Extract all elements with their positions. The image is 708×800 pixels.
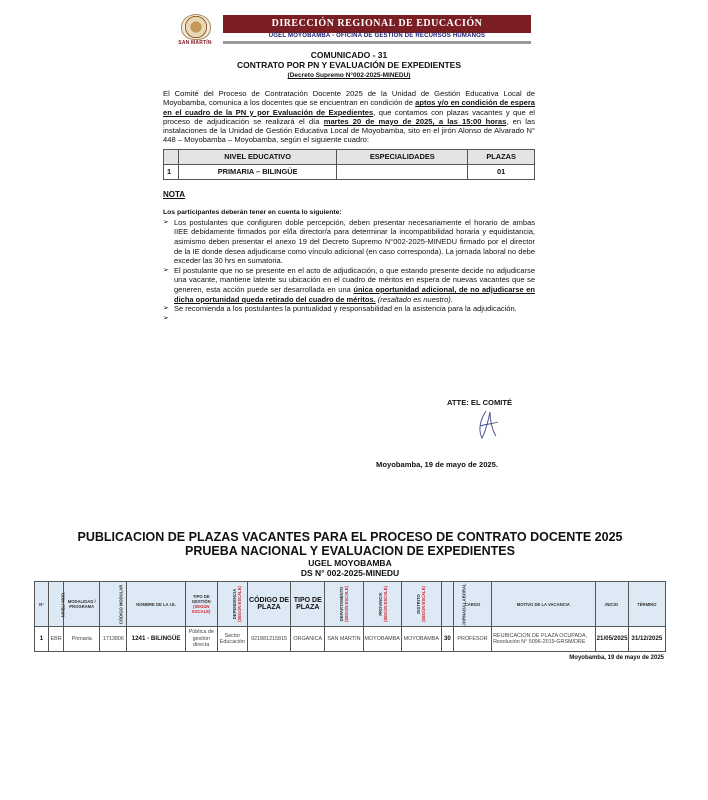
cell-codigo-modular: 1713806 <box>100 627 127 652</box>
divider <box>223 41 531 44</box>
cell-num: 1 <box>164 164 179 179</box>
header-distrito <box>401 582 441 627</box>
header-modalidad: MODALIDAD / PROGRAMA <box>64 582 100 627</box>
bullet-italic: (resaltado es nuestro). <box>375 294 453 304</box>
comunicado-decree: (Decreto Supremo N°002-2025-MINEDU) <box>287 72 411 79</box>
intro-emphasis-date: martes 20 de mayo de 2025, a las 15:00 horas <box>323 116 507 126</box>
nota-list <box>163 218 535 324</box>
header-departamento-text: DEPARTAMENTO <box>339 586 345 622</box>
header-departamento-label <box>339 586 349 622</box>
table-header-row <box>35 582 666 627</box>
sub-banner: UGEL MOYOBAMBA - OFICINA DE GESTIÓN DE RECURSOS HUMANOS <box>268 33 486 39</box>
header-cargo: CARGO <box>453 582 491 627</box>
niveles-table <box>163 149 535 180</box>
header-tipo-gestion <box>185 582 217 627</box>
cell-especialidad <box>337 164 468 179</box>
regional-logo <box>173 14 217 50</box>
publicacion-page <box>34 530 666 661</box>
header-plazas: PLAZAS <box>468 149 535 164</box>
letterhead <box>163 10 535 50</box>
cell-departamento: SAN MARTIN <box>325 627 363 652</box>
header-especialidades: ESPECIALIDADES <box>337 149 468 164</box>
header-provincia-text: PROVINCIA <box>377 592 383 616</box>
arrow-bullet-icon: ➢ <box>163 266 169 274</box>
nota-heading: NOTA <box>163 189 186 199</box>
cell-distrito: MOYOBAMBA <box>401 627 441 652</box>
banner-title: DIRECCIÓN REGIONAL DE EDUCACIÓN <box>223 15 531 33</box>
header-dependencia-label <box>232 586 242 622</box>
header-jornada <box>441 582 467 627</box>
header-codigo-modular-label: CÓDIGO MODULAR <box>118 584 124 624</box>
list-item <box>163 314 535 324</box>
cell-tipo-plaza: ORGANICA <box>291 627 325 652</box>
bullet-text <box>174 314 176 323</box>
signature-icon <box>468 408 508 442</box>
cell-termino: 31/12/2025 <box>628 627 665 652</box>
publicacion-decree: DS N° 002-2025-MINEDU <box>300 568 400 578</box>
bullet-text: Se recomienda a los postulantes la puntualidad y responsabilidad en la asistencia para la adjudicación. <box>174 304 517 314</box>
cell-jornada: 30 <box>441 627 453 652</box>
header-provincia-note: (SEGÚN ESCALE) <box>382 586 388 622</box>
arrow-bullet-icon: ➢ <box>163 218 169 226</box>
nota-lead: Los participantes deberán tener en cuenta lo siguiente: <box>163 208 342 216</box>
list-item <box>163 266 535 304</box>
header-nivel-label: NIVEL/ MOD. <box>60 591 66 617</box>
table-header-row <box>164 149 535 164</box>
arrow-bullet-icon: ➢ <box>163 314 169 322</box>
cell-tipo-gestion: Pública de gestión directa <box>185 627 217 652</box>
header-codigo-plaza: CÓDIGO DE PLAZA <box>247 582 290 627</box>
intro-emphasis-1: aptos y/o en condición de espera en el cuadro de la PN y por Evaluación de Expedientes <box>163 98 535 117</box>
comunicado-number: COMUNICADO - 31 <box>310 50 388 60</box>
publicacion-title: PUBLICACION DE PLAZAS VACANTES PARA EL PROCESO DE CONTRATO DOCENTE 2025 <box>77 530 623 544</box>
signoff: ATTE: EL COMITÉ <box>447 398 513 407</box>
cell-plazas: 01 <box>468 164 535 179</box>
header-dependencia-note: (SEGÚN ESCALE) <box>236 586 242 622</box>
cell-provincia: MOYOBAMBA <box>363 627 401 652</box>
comunicado-title: CONTRATO POR PN Y EVALUACIÓN DE EXPEDIENTES <box>236 60 462 70</box>
header-num: N° <box>35 582 49 627</box>
cell-inicio: 21/05/2025 <box>595 627 628 652</box>
header-distrito-note: (SEGÚN ESCALE) <box>421 586 427 622</box>
publicacion-date: Moyobamba, 19 de mayo de 2025 <box>569 655 664 661</box>
cell-nivel: EBR <box>49 627 64 652</box>
cell-modalidad: Primaria <box>64 627 100 652</box>
header-num <box>164 149 179 164</box>
publicacion-subtitle: PRUEBA NACIONAL Y EVALUACION DE EXPEDIENTES <box>185 544 515 558</box>
header-dependencia-text: DEPENDENCIA <box>231 588 237 620</box>
publicacion-ugel: UGEL MOYOBAMBA <box>308 558 392 568</box>
header-distrito-label <box>416 586 426 622</box>
header-codigo-modular <box>100 582 127 627</box>
cell-codigo-plaza: 921881215815 <box>247 627 290 652</box>
header-nivel <box>49 582 64 627</box>
header-tipo-gestion-note: (SEGÚN ESCALE) <box>192 604 211 614</box>
crest-icon <box>181 14 211 40</box>
table-row <box>164 164 535 179</box>
cell-dependencia: Sector Educación <box>217 627 247 652</box>
header-provincia-label <box>377 586 387 622</box>
comunicado-page <box>163 10 535 469</box>
logo-label: SAN MARTÍN <box>178 40 212 46</box>
header-departamento <box>325 582 363 627</box>
bullet-text: El postulante que no se presente en el acto de adjudicación, o que estando presente decide no adjudicarse una vacante, mantiene latente su ubicación en el cuadro de méritos en espera de nuevas vacantes que se generen, esta acción puede ser desarrollada en una <box>174 265 535 294</box>
arrow-bullet-icon: ➢ <box>163 305 169 313</box>
header-tipo-plaza: TIPO DE PLAZA <box>291 582 325 627</box>
header-nombre-ie: NOMBRE DE LA I.E. <box>127 582 185 627</box>
header-motivo: MOTIVO DE LA VACANCIA <box>492 582 595 627</box>
bullet-emphasis: única oportunidad adicional, de no adjudicarse en dicha oportunidad queda retirado del cuadro de méritos. <box>174 284 535 304</box>
header-dependencia <box>217 582 247 627</box>
intro-text-2: , que contamos con plazas vacantes y que el proceso de adjudicación se realizará el día <box>163 107 535 126</box>
cell-nombre-ie: 1241 - BILINGÜE <box>127 627 185 652</box>
list-item <box>163 218 535 266</box>
table-row <box>35 627 666 652</box>
list-item <box>163 304 535 314</box>
header-termino: TÉRMINO <box>628 582 665 627</box>
cell-cargo: PROFESOR <box>453 627 491 652</box>
header-provincia <box>363 582 401 627</box>
header-nivel: NIVEL EDUCATIVO <box>179 149 337 164</box>
cell-num: 1 <box>35 627 49 652</box>
bullet-text: Los postulantes que configuren doble percepción, deben presentar necesariamente el horario de ambas IIEE debidamente firmados por el/la director/a para determinar la incompatibilidad horaria y equidistancia, asimismo deben presentar el anexo 19 del Decreto Supremo N°002-2025-MINEDU firmado por el director de la IE donde desea adjudicarse como vínculo adicional (en caso corresponda). La jornada laboral no debe exceder las 30 hrs en sumatoria. <box>174 217 535 266</box>
cell-nivel: PRIMARIA – BILINGÜE <box>179 164 337 179</box>
header-distrito-text: DISTRITO <box>416 594 422 614</box>
intro-paragraph <box>163 89 535 145</box>
cell-motivo: REUBICACION DE PLAZA OCUPADA, Resolución N° 5096-2019-GRSM/DRE <box>492 627 595 652</box>
plazas-table <box>34 581 666 652</box>
header-jornada-label: JORNADA LABORAL <box>461 582 467 626</box>
comunicado-title-block <box>163 50 535 81</box>
intro-text-3: , en las instalaciones de la Unidad de Gestión Educativa Local de Moyobamba, sito en el jirón Alonso de Alvarado N° 448 – Moyobamba – Moyobamba, según el siguiente cuadro: <box>163 116 535 145</box>
header-departamento-note: (SEGÚN ESCALE) <box>344 586 350 622</box>
header-tipo-gestion-label: TIPO DE GESTIÓN <box>191 594 211 604</box>
header-inicio: INICIO <box>595 582 628 627</box>
comunicado-date: Moyobamba, 19 de mayo de 2025. <box>376 460 498 469</box>
intro-text-1: El Comité del Proceso de Contratación Docente 2025 de la Unidad de Gestión Educativa Local de Moyobamba, comunica a los docentes que se encuentran en condición de <box>163 89 535 108</box>
publicacion-title-block <box>34 530 666 578</box>
